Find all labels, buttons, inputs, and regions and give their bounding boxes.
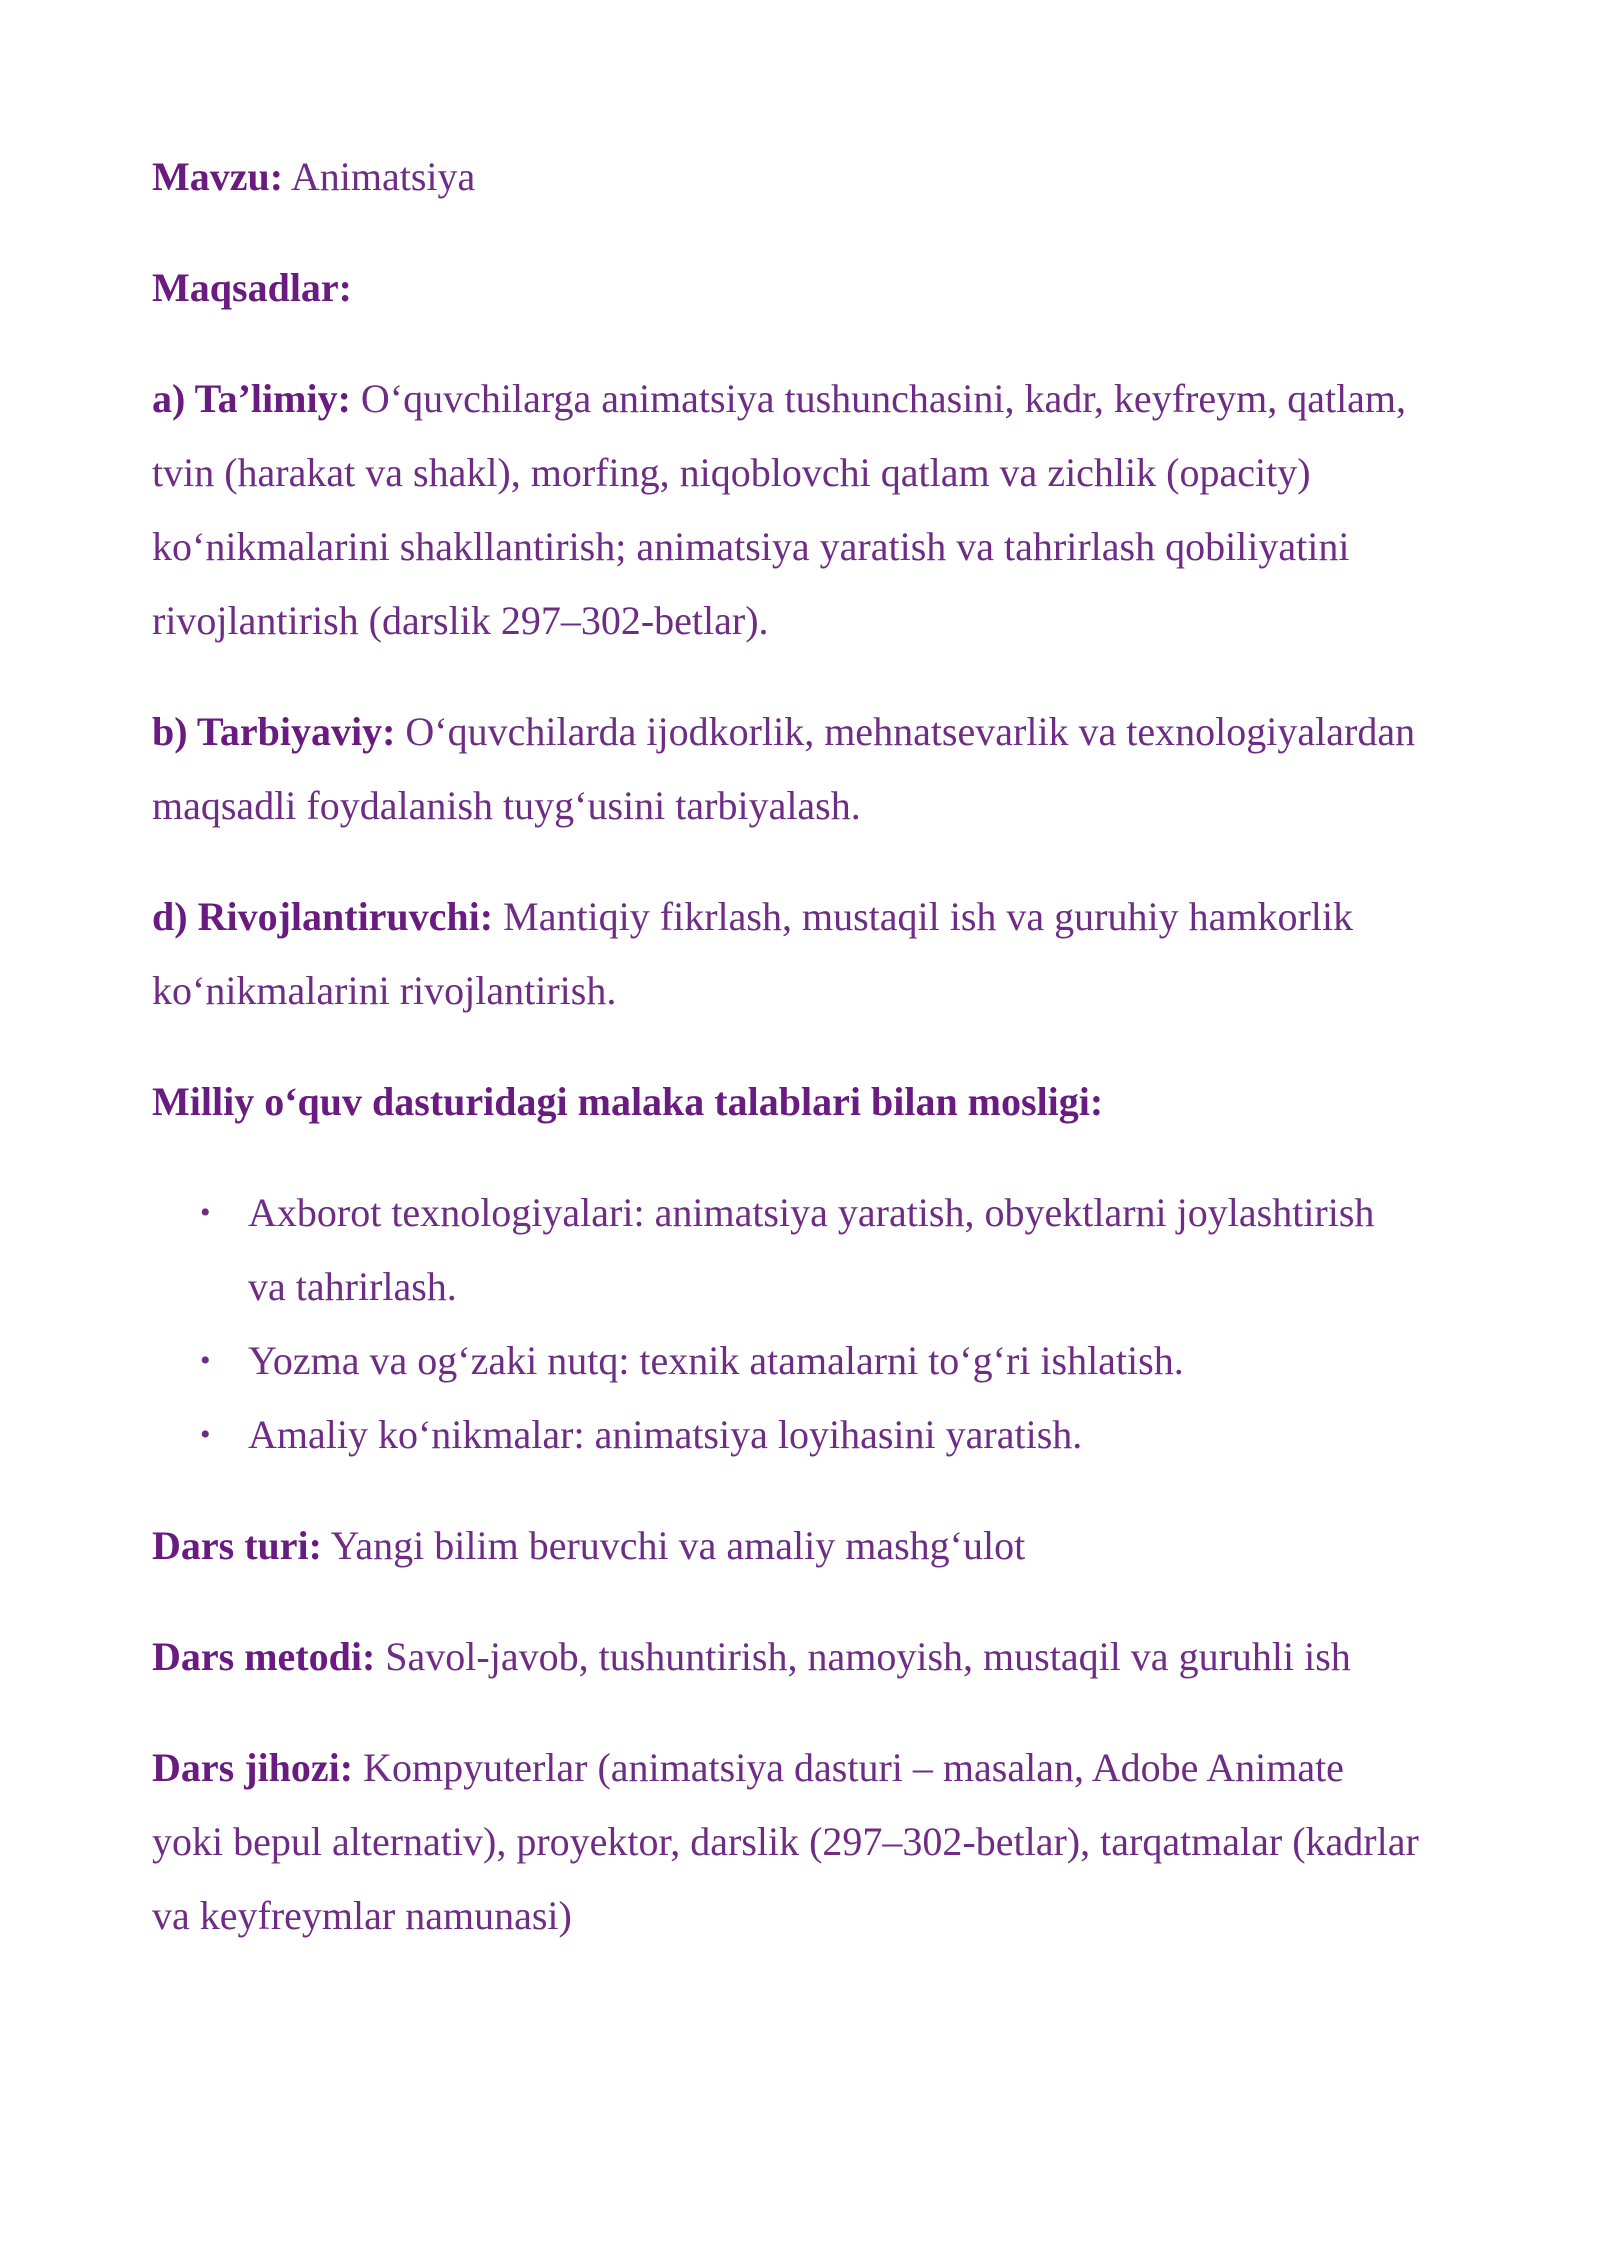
lesson-type-label: Dars turi: <box>152 1523 322 1568</box>
goal-developmental <box>152 880 1422 1028</box>
lesson-equipment-value: Kompyuterlar (animatsiya dasturi – masalan, Adobe Animate yoki bepul alternativ), proyektor, darslik (297–302-betlar), tarqatmalar (kadrlar va keyfreymlar namunasi) <box>152 1745 1419 1938</box>
lesson-equipment <box>152 1731 1422 1953</box>
goal-upbringing-label: b) Tarbiyaviy: <box>152 709 396 754</box>
topic-value: Animatsiya <box>283 154 476 199</box>
requirement-text: Axborot texnologiyalari: animatsiya yaratish, obyektlarni joylashtirish va tahrirlash. <box>248 1190 1375 1309</box>
lesson-type <box>152 1509 1422 1583</box>
lesson-method-label: Dars metodi: <box>152 1634 376 1679</box>
list-item <box>200 1398 1422 1472</box>
list-item <box>200 1176 1422 1324</box>
goal-educational-label: a) Ta’limiy: <box>152 376 351 421</box>
bullet-icon: • <box>200 1344 211 1377</box>
list-item <box>200 1324 1422 1398</box>
lesson-equipment-label: Dars jihozi: <box>152 1745 354 1790</box>
bullet-icon: • <box>200 1418 211 1451</box>
topic-line <box>152 140 1422 214</box>
lesson-method-value: Savol-javob, tushuntirish, namoyish, mustaqil va guruhli ish <box>375 1634 1351 1679</box>
goal-upbringing <box>152 695 1422 843</box>
requirement-text: Yozma va og‘zaki nutq: texnik atamalarni to‘g‘ri ishlatish. <box>248 1338 1184 1383</box>
goals-heading-text: Maqsadlar: <box>152 265 352 310</box>
lesson-method <box>152 1620 1422 1694</box>
goal-developmental-label: d) Rivojlantiruvchi: <box>152 894 494 939</box>
goals-heading <box>152 251 1422 325</box>
document-page <box>152 140 1422 1990</box>
requirements-heading <box>152 1065 1422 1139</box>
requirement-text: Amaliy ko‘nikmalar: animatsiya loyihasini yaratish. <box>248 1412 1083 1457</box>
topic-label: Mavzu: <box>152 154 284 199</box>
requirements-heading-text: Milliy o‘quv dasturidagi malaka talablari bilan mosligi: <box>152 1079 1104 1124</box>
goal-educational-text: O‘quvchilarga animatsiya tushunchasini, kadr, keyfreym, qatlam, tvin (harakat va shakl), morfing, niqoblovchi qatlam va zichlik (opacity) ko‘nikmalarini shakllantirish; animatsiya yaratish va tahrirlash qobiliyatini rivojlantirish (darslik 297–302-betlar). <box>152 376 1407 643</box>
bullet-icon: • <box>200 1196 211 1229</box>
goal-educational <box>152 362 1422 658</box>
requirements-list <box>152 1176 1422 1472</box>
goal-developmental-text: Mantiqiy fikrlash, mustaqil ish va guruhiy hamkorlik ko‘nikmalarini rivojlantirish. <box>152 894 1354 1013</box>
goal-upbringing-text: O‘quvchilarda ijodkorlik, mehnatsevarlik va texnologiyalardan maqsadli foydalanish tuyg‘usini tarbiyalash. <box>152 709 1416 828</box>
lesson-type-value: Yangi bilim beruvchi va amaliy mashg‘ulot <box>321 1523 1026 1568</box>
